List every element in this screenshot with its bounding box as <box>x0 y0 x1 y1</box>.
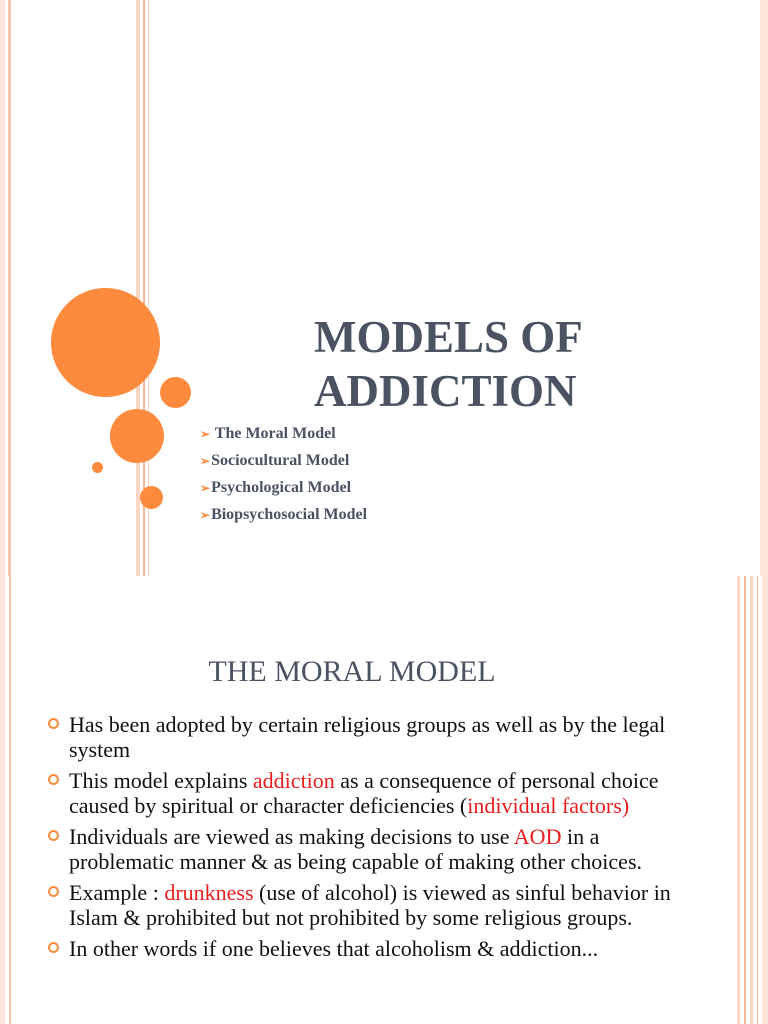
list-item-label: Sociocultural Model <box>211 452 350 469</box>
bullet-list <box>46 712 686 967</box>
highlight-text: addiction <box>252 768 335 793</box>
ring-bullet-icon <box>48 718 59 729</box>
list-item <box>200 423 367 450</box>
title-line-2: ADDICTION <box>314 366 577 416</box>
models-list <box>200 423 367 531</box>
decorative-stripe <box>757 576 758 1024</box>
ring-bullet-icon <box>48 886 59 897</box>
decorative-circle <box>160 377 191 408</box>
decorative-stripe <box>9 576 11 1024</box>
bullet-text: as a consequence of personal choice caused by spiritual or character deficiencies ( <box>69 768 659 818</box>
list-item-label: Biopsychosocial Model <box>211 506 368 523</box>
list-item-label: Psychological Model <box>211 479 352 496</box>
decorative-stripe <box>136 0 140 576</box>
ring-bullet-icon <box>48 774 59 785</box>
decorative-circle-large <box>51 288 160 397</box>
bullet-text: This model explains <box>69 768 253 793</box>
bullet-item <box>46 712 686 762</box>
bullet-text: Example : <box>69 880 165 905</box>
bullet-text: Individuals are viewed as making decisions to use <box>69 824 514 849</box>
slide-title <box>314 310 583 418</box>
highlight-text: drunkness <box>164 880 254 905</box>
title-line-1: MODELS OF <box>314 312 583 362</box>
highlight-text: AOD <box>513 824 562 849</box>
decorative-stripe <box>737 576 740 1024</box>
bullet-text: in a problematic manner & as being capable of making other choices. <box>69 824 643 874</box>
list-item-label: The Moral Model <box>214 425 336 442</box>
decorative-stripe <box>762 576 768 1024</box>
section-heading: THE MORAL MODEL <box>208 655 496 688</box>
list-item <box>200 477 367 504</box>
decorative-stripe <box>8 0 11 576</box>
decorative-stripe <box>760 0 768 576</box>
list-item <box>200 504 367 531</box>
arrow-bullet-icon: ➢ <box>200 427 211 441</box>
decorative-stripe <box>750 576 753 1024</box>
decorative-stripe <box>0 576 5 1024</box>
bullet-text: In other words if one believes that alcoholism & addiction... <box>69 936 599 961</box>
decorative-circle <box>140 486 163 509</box>
decorative-circle-medium <box>110 409 164 463</box>
list-item <box>200 450 367 477</box>
decorative-circle-small <box>92 462 103 473</box>
decorative-stripe <box>744 576 746 1024</box>
bullet-item <box>46 824 686 874</box>
bullet-item <box>46 880 686 930</box>
ring-bullet-icon <box>48 830 59 841</box>
arrow-bullet-icon: ➢ <box>200 481 211 495</box>
bullet-text: (use of alcohol) is viewed as sinful behavior in Islam & prohibited but not prohibited by some religious groups. <box>69 880 671 930</box>
arrow-bullet-icon: ➢ <box>200 454 211 468</box>
ring-bullet-icon <box>48 942 59 953</box>
bullet-item <box>46 768 686 818</box>
bullet-text: Has been adopted by certain religious groups as well as by the legal system <box>69 712 666 762</box>
bullet-item <box>46 936 686 961</box>
highlight-text: individual factors) <box>467 793 630 818</box>
decorative-stripe <box>0 0 5 576</box>
arrow-bullet-icon: ➢ <box>200 508 211 522</box>
